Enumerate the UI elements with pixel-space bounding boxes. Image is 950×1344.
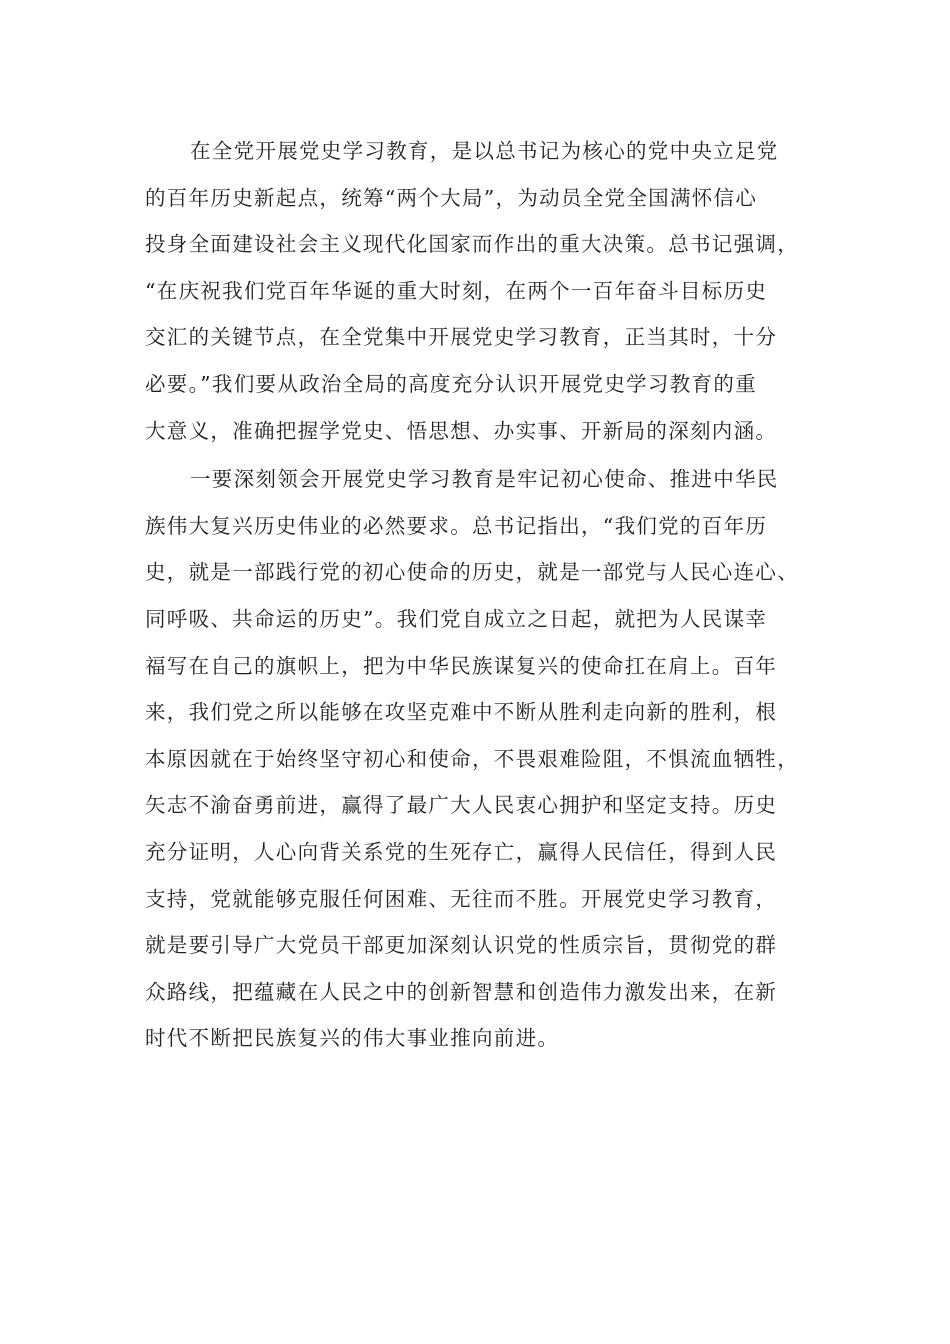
text-line: 同呼吸、共命运的历史”。我们党自成立之日起，就把为人民谋幸 [145, 606, 768, 631]
text-line: 本原因就在于始终坚守初心和使命，不畏艰难险阻，不惧流血牺牲， [145, 746, 799, 771]
text-line: 投身全面建设社会主义现代化国家而作出的重大决策。总书记强调， [145, 232, 799, 257]
text-line: 史，就是一部践行党的初心使命的历史，就是一部党与人民心连心、 [145, 560, 799, 585]
text-line: “在庆祝我们党百年华诞的重大时刻，在两个一百年奋斗目标历史 [145, 278, 768, 303]
text-line: 时代不断把民族复兴的伟大事业推向前进。 [145, 1026, 560, 1051]
text-line: 一要深刻领会开展党史学习教育是牢记初心使命、推进中华民 [190, 467, 779, 492]
text-line: 就是要引导广大党员干部更加深刻认识党的性质宗旨，贯彻党的群 [145, 933, 778, 958]
text-line: 充分证明，人心向背关系党的生死存亡，赢得人民信任，得到人民 [145, 839, 778, 864]
text-line: 交汇的关键节点，在全党集中开展党史学习教育，正当其时，十分 [145, 325, 778, 350]
text-line: 的百年历史新起点，统筹“两个大局”，为动员全党全国满怀信心 [145, 185, 758, 210]
text-line: 支持，党就能够克服任何困难、无往而不胜。开展党史学习教育， [145, 886, 778, 911]
text-line: 大意义，准确把握学党史、悟思想、办实事、开新局的深刻内涵。 [145, 418, 778, 443]
text-line: 族伟大复兴历史伟业的必然要求。总书记指出，“我们党的百年历 [145, 513, 768, 538]
paragraph-2 [145, 456, 799, 1062]
document-body [145, 128, 799, 1062]
text-line: 矢志不渝奋勇前进，赢得了最广大人民衷心拥护和坚定支持。历史 [145, 793, 778, 818]
text-line: 必要。”我们要从政治全局的高度充分认识开展党史学习教育的重 [145, 371, 757, 396]
text-line: 众路线，把蕴藏在人民之中的创新智慧和创造伟力激发出来，在新 [145, 979, 778, 1004]
paragraph-1 [145, 128, 799, 454]
text-line: 在全党开展党史学习教育，是以总书记为核心的党中央立足党 [190, 139, 779, 163]
text-line: 来，我们党之所以能够在攻坚克难中不断从胜利走向新的胜利，根 [145, 700, 778, 725]
text-line: 福写在自己的旗帜上，把为中华民族谋复兴的使命扛在肩上。百年 [145, 653, 778, 678]
